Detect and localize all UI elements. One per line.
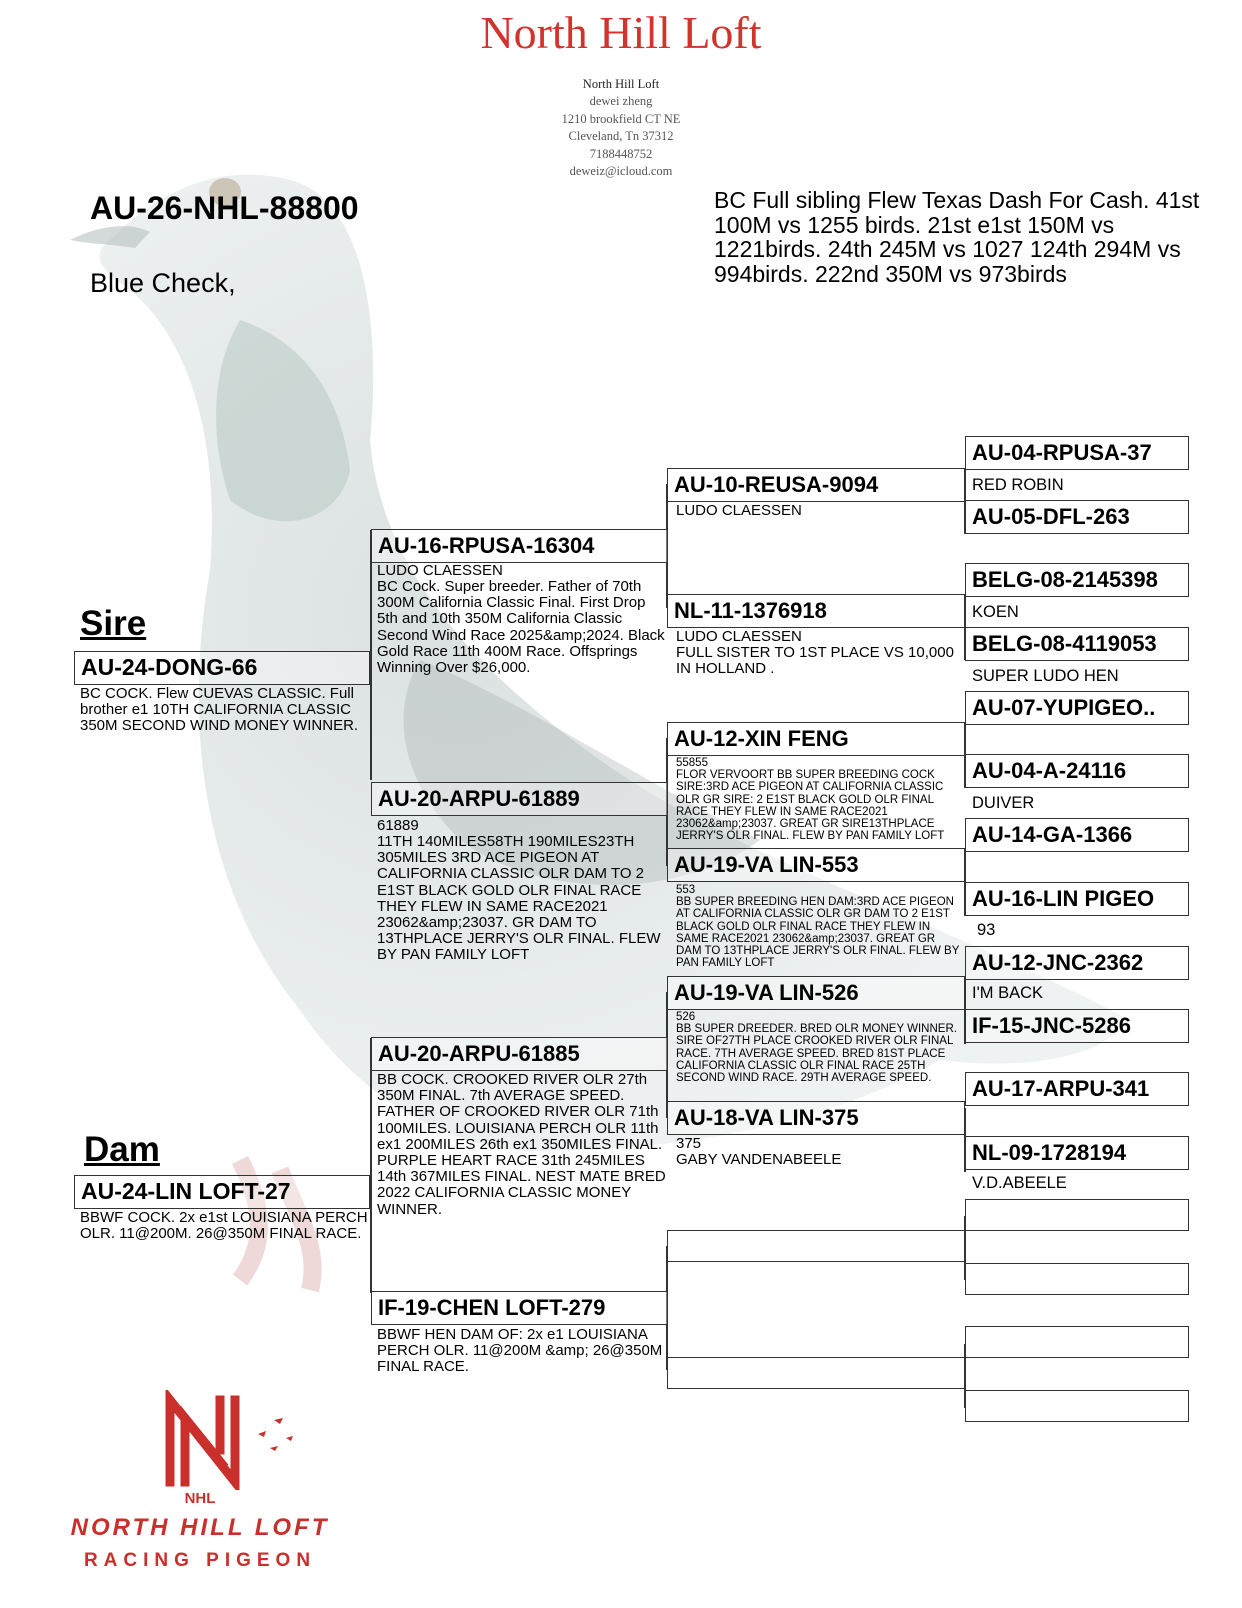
dam-label: Dam <box>84 1130 160 1169</box>
gen3-line: 55855 <box>676 757 708 769</box>
gen3-ring-box: AU-19-VA LIN-526 <box>667 976 965 1010</box>
gen4-ring-box <box>965 1326 1189 1358</box>
gen4-ring-box: AU-04-RPUSA-37 <box>965 436 1189 470</box>
gen2-description: BC Cock. Super breeder. Father of 70th 300M California Classic Final. First Drop 5th and 10th 350M California Classic Second Wind Race 2025&amp;2024. Black Gold Race 11th 400M Race. Offsprings Winning Over $26,000. <box>377 579 665 677</box>
gen3-description: FLOR VERVOORT BB SUPER BREEDING COCK SIRE:3RD ACE PIGEON AT CALIFORNIA CLASSIC OLR GR SIRE: 2 E1ST BLACK GOLD OLR FINAL RACE THEY FLEW IN SAME RACE2021 23062&amp;23037. GREAT GR SIRE13THPLACE JERRY'S OLR FINAL. FLEW BY PAN FAMILY LOFT <box>676 769 945 843</box>
gen3-ring-box <box>667 1357 965 1389</box>
subject-color: Blue Check, <box>90 268 236 298</box>
gen2-breeder: LUDO CLAESSEN <box>377 563 503 579</box>
contact-street: 1210 brookfield CT NE <box>561 111 681 126</box>
gen4-ring-box: NL-09-1728194 <box>965 1136 1189 1170</box>
gen2-ring-box: IF-19-CHEN LOFT-279 <box>371 1291 668 1325</box>
gen3-description: BB SUPER DREEDER. BRED OLR MONEY WINNER. SIRE OF27TH PLACE CROOKED RIVER OLR FINAL RACE. 7TH AVERAGE SPEED. BRED 81ST PLACE CALIFORNIA CLASSIC OLR FINAL RACE 25TH SECOND WIND RACE. 29TH AVERAGE SPEED. <box>676 1023 957 1085</box>
gen3-description: FULL SISTER TO 1ST PLACE VS 10,000 IN HOLLAND . <box>676 645 954 678</box>
gen3-ring-box: AU-10-REUSA-9094 <box>667 468 965 502</box>
contact-city: Cleveland, Tn 37312 <box>568 129 674 144</box>
gen4-label: V.D.ABEELE <box>972 1174 1067 1192</box>
subject-notes: BC Full sibling Flew Texas Dash For Cash. 41st 100M vs 1255 birds. 21st e1st 150M vs 1221birds. 24th 245M vs 1027 124th 294M vs 994birds. 222nd 350M vs 973birds <box>714 187 1200 287</box>
logo-name: NORTH HILL LOFT <box>70 1514 330 1541</box>
gen4-ring-box: AU-04-A-24116 <box>965 754 1189 788</box>
gen2-description: BBWF HEN DAM OF: 2x e1 LOUISIANA PERCH OLR. 11@200M &amp; 26@350M FINAL RACE. <box>377 1327 663 1376</box>
gen3-description: BB SUPER BREEDING HEN DAM:3RD ACE PIGEON AT CALIFORNIA CLASSIC OLR GR DAM TO 2 E1ST BLACK GOLD OLR FINAL RACE THEY FLEW IN SAME RACE2021 23062&amp;23037. GREAT GR DAM TO 13THPLACE JERRY'S OLR FINAL. FLEW BY PAN FAMILY LOFT <box>676 896 960 970</box>
gen4-ring-box: AU-07-YUPIGEO.. <box>965 691 1189 725</box>
gen4-ring-box: AU-05-DFL-263 <box>965 500 1189 534</box>
gen3-line: 375 <box>676 1136 702 1152</box>
gen3-description: GABY VANDENABEELE <box>676 1152 842 1168</box>
gen3-ring-box: NL-11-1376918 <box>667 594 965 628</box>
gen4-ring-box <box>965 1199 1189 1231</box>
subject-ring-number: AU-26-NHL-88800 <box>90 190 359 226</box>
connector-line <box>370 1038 372 1293</box>
gen4-ring-box: BELG-08-4119053 <box>965 627 1189 661</box>
gen3-line: LUDO CLAESSEN <box>676 629 802 645</box>
n-monogram-icon <box>30 1390 370 1490</box>
contact-block <box>0 76 1242 180</box>
gen4-ring-box <box>965 1263 1189 1295</box>
gen3-ring-box <box>667 1230 965 1262</box>
gen4-label: KOEN <box>972 603 1019 621</box>
contact-email: deweiz@icloud.com <box>569 164 673 179</box>
gen4-ring-box: AU-17-ARPU-341 <box>965 1072 1189 1106</box>
gen3-ring-box: AU-18-VA LIN-375 <box>667 1101 965 1135</box>
gen3-line: LUDO CLAESSEN <box>676 503 802 519</box>
gen3-ring-box: AU-19-VA LIN-553 <box>667 848 965 882</box>
connector-line <box>370 530 372 780</box>
gen2-ring-box: AU-16-RPUSA-16304 <box>371 529 668 563</box>
gen4-ring-box: AU-12-JNC-2362 <box>965 946 1189 980</box>
gen2-ring-box: AU-20-ARPU-61885 <box>371 1037 668 1071</box>
sire-label: Sire <box>80 604 147 643</box>
north-hill-loft-logo <box>30 1390 370 1590</box>
gen2-breeder: 61889 <box>377 818 419 834</box>
gen4-label: DUIVER <box>972 794 1035 812</box>
gen2-ring-box: AU-20-ARPU-61889 <box>371 782 668 816</box>
gen4-label: I'M BACK <box>972 984 1043 1002</box>
gen2-description: BB COCK. CROOKED RIVER OLR 27th 350M FINAL. 7th AVERAGE SPEED. FATHER OF CROOKED RIVER OLR 71th 100MILES. LOUISIANA PERCH OLR 11th ex1 200MILES 26th ex1 350MILES FINAL. PURPLE HEART RACE 31th 245MILES 14th 367MILES FINAL. NEST MATE BRED 2022 CALIFORNIA CLASSIC MONEY WINNER. <box>377 1072 666 1218</box>
gen4-ring-box: AU-14-GA-1366 <box>965 818 1189 852</box>
gen4-ring-box: AU-16-LIN PIGEO <box>965 882 1189 916</box>
gen4-ring-box <box>965 1390 1189 1422</box>
dam-ring-box: AU-24-LIN LOFT-27 <box>74 1175 370 1209</box>
gen2-description: 11TH 140MILES58TH 190MILES23TH 305MILES 3RD ACE PIGEON AT CALIFORNIA CLASSIC OLR DAM TO 2 E1ST BLACK GOLD OLR FINAL RACE THEY FLEW IN SAME RACE2021 23062&amp;23037. GR DAM TO 13THPLACE JERRY'S OLR FINAL. FLEW BY PAN FAMILY LOFT <box>377 834 661 964</box>
gen4-label: RED ROBIN <box>972 476 1064 494</box>
logo-mark-text: NHL <box>184 1490 216 1507</box>
sire-description: BC COCK. Flew CUEVAS CLASSIC. Full brother e1 10TH CALIFORNIA CLASSIC 350M SECOND WIND MONEY WINNER. <box>80 686 359 735</box>
logo-subtitle: RACING PIGEON <box>83 1550 317 1571</box>
gen3-ring-box: AU-12-XIN FENG <box>667 722 965 756</box>
gen4-ring-box: IF-15-JNC-5286 <box>965 1009 1189 1043</box>
gen4-label: 93 <box>977 921 996 939</box>
contact-phone: 7188448752 <box>589 146 653 161</box>
gen4-ring-box: BELG-08-2145398 <box>965 563 1189 597</box>
gen4-label: SUPER LUDO HEN <box>972 667 1119 685</box>
dam-description: BBWF COCK. 2x e1st LOUISIANA PERCH OLR. 11@200M. 26@350M FINAL RACE. <box>80 1210 368 1243</box>
gen3-line: 553 <box>676 884 696 896</box>
gen3-line: 526 <box>676 1011 696 1023</box>
contact-name: North Hill Loft <box>582 77 660 91</box>
contact-owner: dewei zheng <box>589 94 653 109</box>
sire-ring-box: AU-24-DONG-66 <box>74 651 370 685</box>
loft-title: North Hill Loft <box>480 7 762 58</box>
